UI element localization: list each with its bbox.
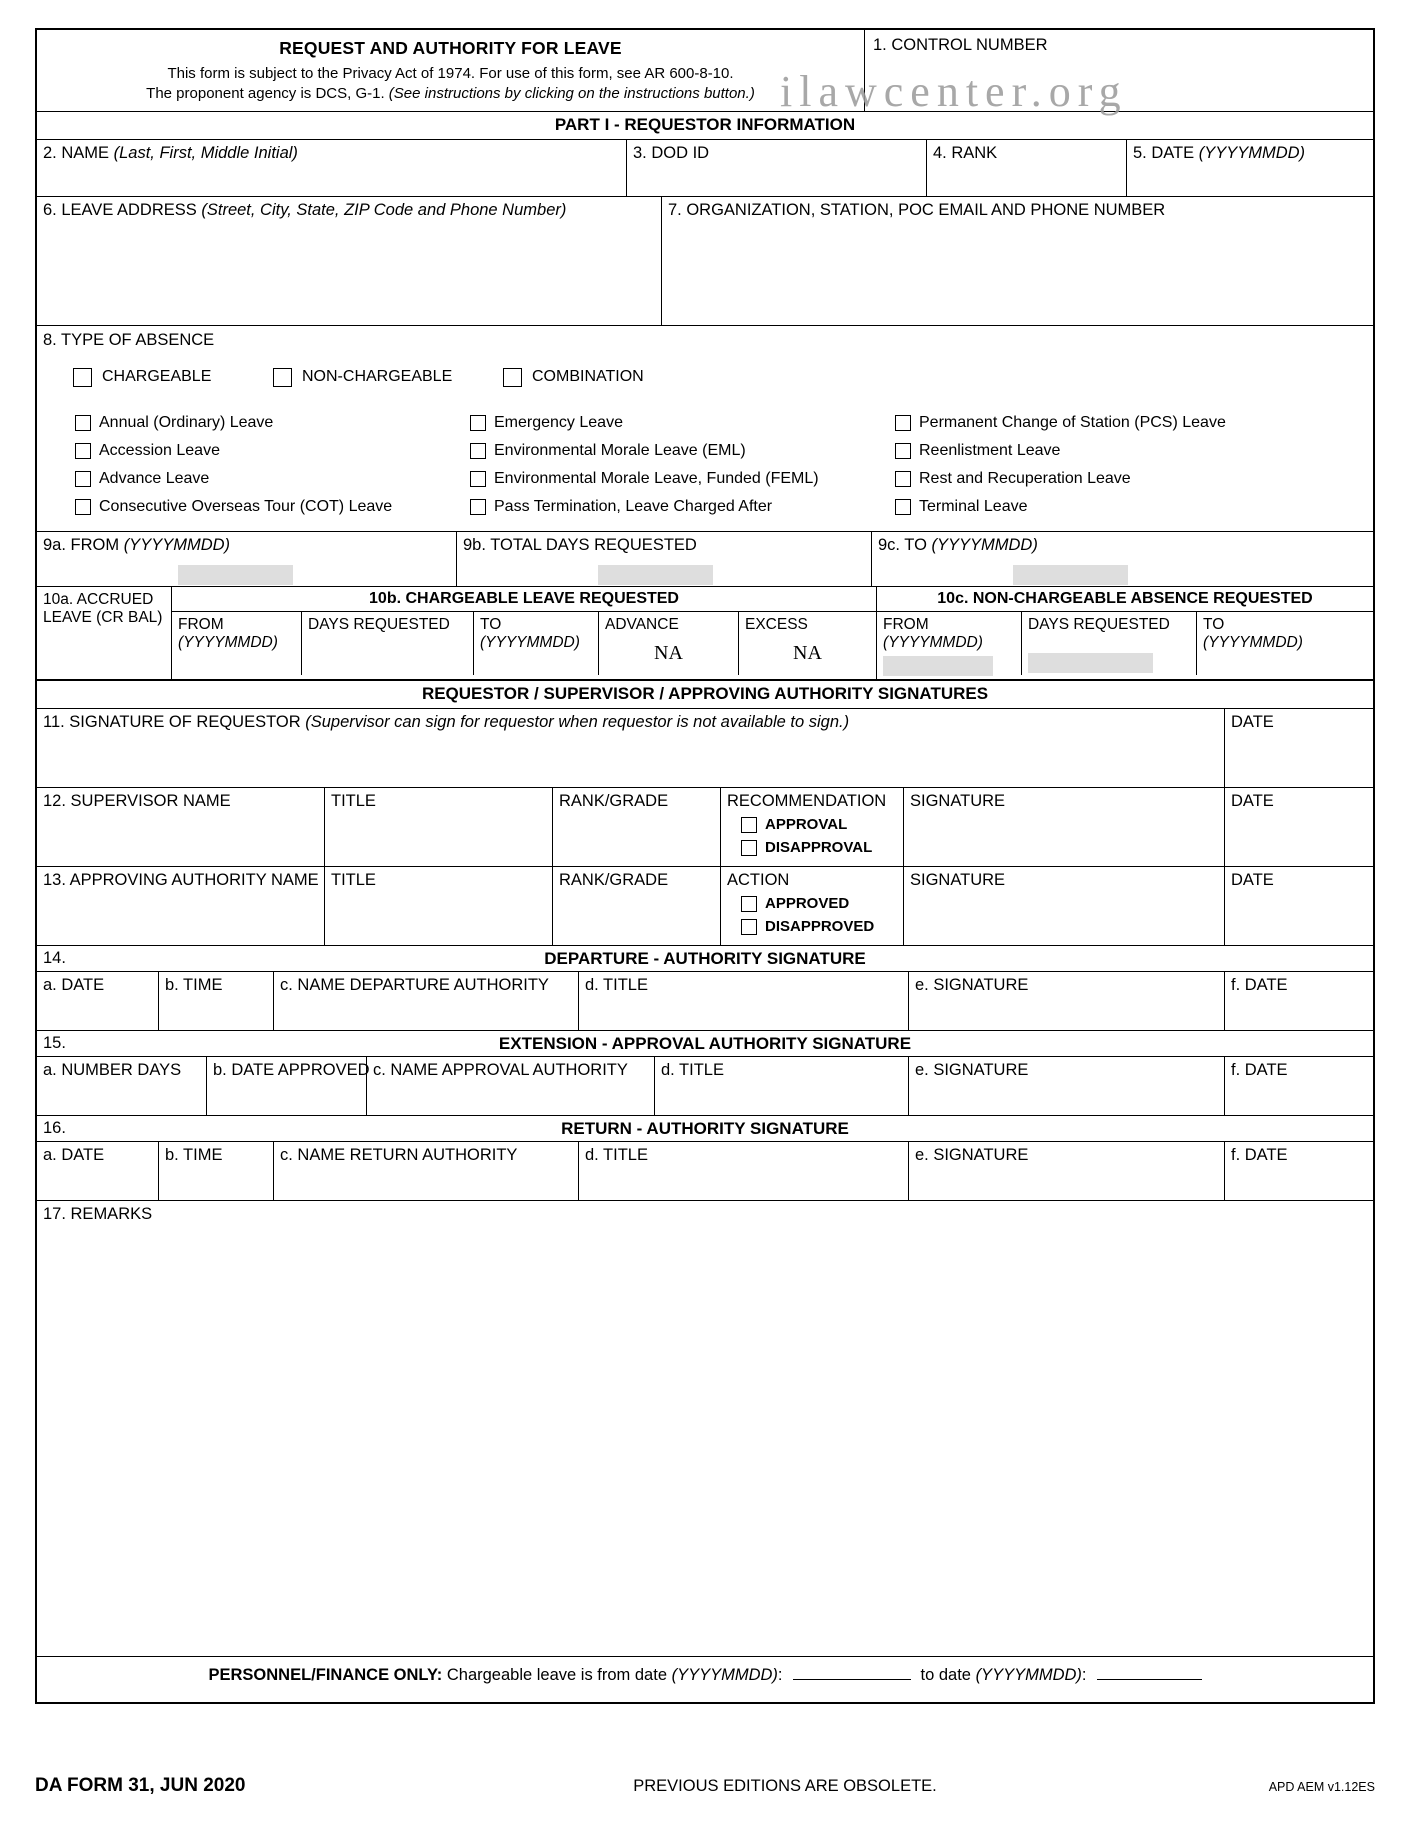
departure-time-field[interactable] bbox=[159, 972, 274, 1030]
address-organization-row bbox=[37, 197, 1373, 326]
total-days-input[interactable] bbox=[598, 565, 713, 585]
absence-option-non-chargeable[interactable] bbox=[273, 363, 503, 391]
leave-dates-row bbox=[37, 532, 1373, 587]
requestor-signature-label-italic: (Supervisor can sign for requestor when requestor is not available to sign.) bbox=[305, 713, 850, 732]
supervisor-rank-field[interactable] bbox=[553, 788, 721, 866]
chargeable-leave-columns bbox=[172, 612, 876, 675]
watermark: ilawcenter.org bbox=[780, 67, 1128, 116]
col-label: FROM bbox=[178, 616, 224, 634]
personnel-finance-row bbox=[37, 1656, 1373, 1702]
nonchargeable-days-input[interactable] bbox=[1028, 653, 1153, 673]
extension-row bbox=[37, 1057, 1373, 1116]
recommendation-disapproval[interactable] bbox=[727, 836, 897, 859]
chargeable-to-col[interactable] bbox=[474, 612, 599, 675]
return-row bbox=[37, 1142, 1373, 1201]
dodid-field[interactable] bbox=[627, 140, 927, 196]
absence-type-reenlistment[interactable] bbox=[895, 437, 1367, 465]
supervisor-date-field[interactable] bbox=[1225, 788, 1373, 866]
absence-type-advance[interactable] bbox=[75, 465, 470, 493]
type-of-absence-section bbox=[37, 326, 1373, 533]
extension-band-title: EXTENSION - APPROVAL AUTHORITY SIGNATURE bbox=[498, 1034, 912, 1054]
form-footer bbox=[35, 1775, 1375, 1797]
nonchargeable-from-col[interactable] bbox=[877, 612, 1022, 675]
name-label-italic: (Last, First, Middle Initial) bbox=[113, 143, 298, 162]
return-title-field[interactable] bbox=[579, 1142, 909, 1200]
col-label: a. DATE bbox=[43, 1146, 105, 1165]
extension-band-inner bbox=[37, 1031, 1373, 1056]
requestor-signature-label: 11. SIGNATURE OF REQUESTOR bbox=[43, 713, 306, 732]
personnel-finance-text2: to date bbox=[920, 1666, 976, 1685]
chargeable-from-col[interactable] bbox=[172, 612, 302, 675]
da-form-31 bbox=[35, 28, 1375, 1704]
col-label: f. DATE bbox=[1231, 976, 1288, 995]
supervisor-signature-field[interactable] bbox=[904, 788, 1225, 866]
approving-signature-field[interactable] bbox=[904, 867, 1225, 945]
action-approved[interactable] bbox=[727, 892, 897, 915]
extension-signature-field[interactable] bbox=[909, 1057, 1225, 1115]
organization-label: 7. ORGANIZATION, STATION, POC EMAIL AND PHONE NUMBER bbox=[668, 200, 1166, 219]
recommendation-label: RECOMMENDATION bbox=[727, 792, 887, 811]
proponent-line-italic: (See instructions by clicking on the instructions button.) bbox=[388, 85, 755, 103]
to-date-label-italic: (YYYYMMDD) bbox=[931, 536, 1038, 555]
organization-field[interactable] bbox=[662, 197, 1373, 325]
name-field[interactable] bbox=[37, 140, 627, 196]
checkbox-icon[interactable] bbox=[741, 817, 757, 833]
absence-type-accession[interactable] bbox=[75, 437, 470, 465]
requestor-identity-row bbox=[37, 140, 1373, 197]
col-label: FROM bbox=[883, 616, 929, 634]
extension-number-days-field[interactable] bbox=[37, 1057, 207, 1115]
absence-option-label: COMBINATION bbox=[532, 368, 644, 386]
dodid-label: 3. DOD ID bbox=[633, 143, 710, 162]
date-label: 5. DATE bbox=[1133, 143, 1199, 162]
checkbox-icon[interactable] bbox=[75, 443, 91, 459]
checkbox-icon[interactable] bbox=[503, 368, 522, 387]
nonchargeable-header: 10c. NON-CHARGEABLE ABSENCE REQUESTED bbox=[877, 587, 1373, 612]
departure-signature-field[interactable] bbox=[909, 972, 1225, 1030]
absence-option-label: CHARGEABLE bbox=[102, 368, 212, 386]
requestor-date-field[interactable] bbox=[1225, 709, 1373, 787]
from-date-label-italic: (YYYYMMDD) bbox=[123, 536, 231, 555]
remarks-field[interactable] bbox=[37, 1201, 1373, 1656]
col-label: e. SIGNATURE bbox=[915, 976, 1029, 995]
privacy-line: This form is subject to the Privacy Act of 1974. For use of this form, see AR 600-8-10. bbox=[167, 65, 734, 82]
type-of-absence-label: 8. TYPE OF ABSENCE bbox=[43, 330, 215, 349]
absence-option-label: NON-CHARGEABLE bbox=[302, 368, 453, 386]
personnel-finance-italic2: (YYYYMMDD) bbox=[975, 1666, 1082, 1685]
absence-type-feml[interactable] bbox=[470, 465, 895, 493]
col-label: a. NUMBER DAYS bbox=[43, 1061, 182, 1080]
absence-type-cot[interactable] bbox=[75, 493, 470, 521]
to-date-input[interactable] bbox=[1013, 565, 1128, 585]
name-label: 2. NAME bbox=[43, 143, 114, 162]
checkbox-icon[interactable] bbox=[470, 499, 486, 515]
signature-label: SIGNATURE bbox=[910, 871, 1006, 890]
checkbox-icon[interactable] bbox=[273, 368, 292, 387]
date-label-italic: (YYYYMMDD) bbox=[1198, 143, 1306, 162]
action-label: ACTION bbox=[727, 871, 790, 890]
header-privacy-text bbox=[37, 64, 864, 105]
absence-type-label: Rest and Recuperation Leave bbox=[919, 470, 1131, 488]
title-label: TITLE bbox=[331, 792, 376, 811]
col-label: b. TIME bbox=[165, 1146, 223, 1165]
absence-type-emergency[interactable] bbox=[470, 409, 895, 437]
supervisor-name-label: 12. SUPERVISOR NAME bbox=[43, 792, 231, 811]
return-band-inner bbox=[37, 1116, 1373, 1141]
absence-type-label: Pass Termination, Leave Charged After bbox=[494, 498, 773, 516]
checkbox-icon[interactable] bbox=[470, 415, 486, 431]
absence-type-label: Advance Leave bbox=[99, 470, 210, 488]
col-label: d. TITLE bbox=[661, 1061, 724, 1080]
form-header bbox=[37, 30, 1373, 111]
approving-title-field[interactable] bbox=[325, 867, 553, 945]
col-label: f. DATE bbox=[1231, 1146, 1288, 1165]
absence-type-rest-recuperation[interactable] bbox=[895, 465, 1367, 493]
accrued-leave-field[interactable] bbox=[37, 587, 172, 679]
date-field[interactable] bbox=[1127, 140, 1373, 196]
extension-band bbox=[37, 1031, 1373, 1057]
action-option-label: APPROVED bbox=[765, 895, 850, 913]
departure-authority-name-field[interactable] bbox=[274, 972, 579, 1030]
nonchargeable-from-input[interactable] bbox=[883, 656, 993, 676]
absence-type-eml[interactable] bbox=[470, 437, 895, 465]
recommendation-field bbox=[721, 788, 904, 866]
checkbox-icon[interactable] bbox=[75, 499, 91, 515]
checkbox-icon[interactable] bbox=[895, 471, 911, 487]
return-authority-name-field[interactable] bbox=[274, 1142, 579, 1200]
checkbox-icon[interactable] bbox=[470, 443, 486, 459]
total-days-field[interactable] bbox=[457, 532, 872, 586]
form-page bbox=[35, 28, 1375, 1763]
to-date-label: 9c. TO bbox=[878, 536, 932, 555]
part1-band: PART I - REQUESTOR INFORMATION bbox=[37, 111, 1373, 140]
from-date-label: 9a. FROM bbox=[43, 536, 124, 555]
extension-final-date-field[interactable] bbox=[1225, 1057, 1373, 1115]
absence-type-label: Emergency Leave bbox=[494, 414, 623, 432]
absence-type-annual[interactable] bbox=[75, 409, 470, 437]
title-label: TITLE bbox=[331, 871, 376, 890]
col-label: DAYS REQUESTED bbox=[1028, 616, 1170, 634]
return-time-field[interactable] bbox=[159, 1142, 274, 1200]
from-date-input[interactable] bbox=[178, 565, 293, 585]
previous-editions-note: PREVIOUS EDITIONS ARE OBSOLETE. bbox=[633, 1777, 937, 1795]
leave-address-field[interactable] bbox=[37, 197, 662, 325]
absence-top-options bbox=[43, 363, 1367, 391]
personnel-finance-text1: Chargeable leave is from date bbox=[442, 1666, 672, 1685]
checkbox-icon[interactable] bbox=[895, 443, 911, 459]
requestor-signature-row bbox=[37, 709, 1373, 788]
nonchargeable-days-col[interactable] bbox=[1022, 612, 1197, 675]
absence-option-chargeable[interactable] bbox=[73, 363, 273, 391]
rank-grade-label: RANK/GRADE bbox=[559, 871, 669, 890]
absence-col-3 bbox=[895, 409, 1367, 521]
signatures-band: REQUESTOR / SUPERVISOR / APPROVING AUTHORITY SIGNATURES bbox=[37, 679, 1373, 709]
requestor-signature-field[interactable] bbox=[37, 709, 1225, 787]
control-number-label: 1. CONTROL NUMBER bbox=[873, 36, 1048, 54]
advance-col bbox=[599, 612, 739, 675]
date-label: DATE bbox=[1231, 713, 1274, 732]
leave-address-label-italic: (Street, City, State, ZIP Code and Phone Number) bbox=[201, 200, 567, 219]
recommendation-approval[interactable] bbox=[727, 813, 897, 836]
supervisor-row bbox=[37, 788, 1373, 867]
departure-title-field[interactable] bbox=[579, 972, 909, 1030]
supervisor-title-field[interactable] bbox=[325, 788, 553, 866]
leave-address-label: 6. LEAVE ADDRESS bbox=[43, 200, 202, 219]
excess-value: NA bbox=[793, 642, 822, 665]
date-label: DATE bbox=[1231, 792, 1274, 811]
absence-type-grid bbox=[43, 409, 1367, 521]
personnel-finance-colon2: : bbox=[1081, 1666, 1087, 1685]
absence-type-pcs[interactable] bbox=[895, 409, 1367, 437]
excess-col bbox=[739, 612, 876, 675]
col-label: TO bbox=[480, 616, 502, 634]
date-label: DATE bbox=[1231, 871, 1274, 890]
departure-band bbox=[37, 946, 1373, 972]
extension-title-field[interactable] bbox=[655, 1057, 909, 1115]
approving-authority-row bbox=[37, 867, 1373, 946]
form-id: DA FORM 31, JUN 2020 bbox=[35, 1775, 246, 1796]
approving-date-field[interactable] bbox=[1225, 867, 1373, 945]
col-label: DAYS REQUESTED bbox=[308, 616, 450, 634]
approving-rank-field[interactable] bbox=[553, 867, 721, 945]
page-title: REQUEST AND AUTHORITY FOR LEAVE bbox=[279, 38, 622, 58]
to-date-field[interactable] bbox=[872, 532, 1373, 586]
extension-authority-name-field[interactable] bbox=[367, 1057, 655, 1115]
absence-type-label: Environmental Morale Leave, Funded (FEML) bbox=[494, 470, 819, 488]
extension-date-approved-field[interactable] bbox=[207, 1057, 370, 1115]
from-date-field[interactable] bbox=[37, 532, 457, 586]
accrued-leave-label: 10a. ACCRUED LEAVE (CR BAL) bbox=[43, 591, 163, 627]
chargeable-leave-header: 10b. CHARGEABLE LEAVE REQUESTED bbox=[172, 587, 876, 612]
departure-band-title: DEPARTURE - AUTHORITY SIGNATURE bbox=[544, 949, 866, 969]
col-label-sub: (YYYYMMDD) bbox=[1203, 634, 1303, 652]
checkbox-icon[interactable] bbox=[741, 919, 757, 935]
personnel-finance-colon1: : bbox=[777, 1666, 783, 1685]
nonchargeable-absence-group bbox=[877, 587, 1373, 679]
col-label-sub: (YYYYMMDD) bbox=[480, 634, 580, 652]
checkbox-icon[interactable] bbox=[73, 368, 92, 387]
rank-grade-label: RANK/GRADE bbox=[559, 792, 669, 811]
rank-field[interactable] bbox=[927, 140, 1127, 196]
col-label-sub: (YYYYMMDD) bbox=[178, 634, 278, 652]
checkbox-icon[interactable] bbox=[895, 415, 911, 431]
checkbox-icon[interactable] bbox=[741, 840, 757, 856]
col-label: e. SIGNATURE bbox=[915, 1061, 1029, 1080]
return-final-date-field[interactable] bbox=[1225, 1142, 1373, 1200]
departure-number: 14. bbox=[43, 949, 66, 968]
absence-col-1 bbox=[75, 409, 470, 521]
col-label: d. TITLE bbox=[585, 1146, 648, 1165]
leave-request-table bbox=[37, 587, 1373, 679]
absence-type-pass-termination[interactable] bbox=[470, 493, 895, 521]
nonchargeable-columns bbox=[877, 612, 1373, 675]
signature-label: SIGNATURE bbox=[910, 792, 1006, 811]
return-band bbox=[37, 1116, 1373, 1142]
apd-version: APD AEM v1.12ES bbox=[1268, 1780, 1375, 1794]
supervisor-name-field[interactable] bbox=[37, 788, 325, 866]
rank-label: 4. RANK bbox=[933, 143, 998, 162]
extension-number: 15. bbox=[43, 1034, 66, 1053]
approving-authority-label: 13. APPROVING AUTHORITY NAME bbox=[43, 871, 319, 890]
recommendation-option-label: DISAPPROVAL bbox=[765, 839, 873, 857]
departure-band-inner bbox=[37, 946, 1373, 971]
col-label: b. DATE APPROVED bbox=[213, 1061, 370, 1080]
departure-date-field[interactable] bbox=[37, 972, 159, 1030]
nonchargeable-to-col[interactable] bbox=[1197, 612, 1373, 675]
absence-type-label: Consecutive Overseas Tour (COT) Leave bbox=[99, 498, 393, 516]
return-number: 16. bbox=[43, 1119, 66, 1138]
col-label: e. SIGNATURE bbox=[915, 1146, 1029, 1165]
chargeable-days-col[interactable] bbox=[302, 612, 474, 675]
checkbox-icon[interactable] bbox=[741, 896, 757, 912]
col-label: ADVANCE bbox=[605, 616, 679, 634]
return-signature-field[interactable] bbox=[909, 1142, 1225, 1200]
col-label: f. DATE bbox=[1231, 1061, 1288, 1080]
col-label: a. DATE bbox=[43, 976, 105, 995]
approving-name-field[interactable] bbox=[37, 867, 325, 945]
absence-type-label: Accession Leave bbox=[99, 442, 220, 460]
col-label-sub: (YYYYMMDD) bbox=[883, 634, 983, 652]
col-label: c. NAME DEPARTURE AUTHORITY bbox=[280, 976, 549, 995]
absence-type-label: Reenlistment Leave bbox=[919, 442, 1061, 460]
total-days-label: 9b. TOTAL DAYS REQUESTED bbox=[463, 536, 697, 555]
checkbox-icon[interactable] bbox=[470, 471, 486, 487]
checkbox-icon[interactable] bbox=[895, 499, 911, 515]
col-label: TO bbox=[1203, 616, 1225, 634]
col-label: c. NAME RETURN AUTHORITY bbox=[280, 1146, 518, 1165]
absence-type-terminal[interactable] bbox=[895, 493, 1367, 521]
checkbox-icon[interactable] bbox=[75, 471, 91, 487]
proponent-line: The proponent agency is DCS, G-1. bbox=[146, 85, 389, 103]
departure-final-date-field[interactable] bbox=[1225, 972, 1373, 1030]
col-label: b. TIME bbox=[165, 976, 223, 995]
absence-type-label: Environmental Morale Leave (EML) bbox=[494, 442, 746, 460]
action-field bbox=[721, 867, 904, 945]
col-label: EXCESS bbox=[745, 616, 808, 634]
action-disapproved[interactable] bbox=[727, 915, 897, 938]
absence-col-2 bbox=[470, 409, 895, 521]
chargeable-leave-group bbox=[172, 587, 877, 679]
remarks-label: 17. REMARKS bbox=[43, 1205, 153, 1224]
return-date-field[interactable] bbox=[37, 1142, 159, 1200]
header-title-block bbox=[37, 30, 865, 111]
return-band-title: RETURN - AUTHORITY SIGNATURE bbox=[561, 1119, 849, 1139]
checkbox-icon[interactable] bbox=[75, 415, 91, 431]
chargeable-to-date-input[interactable] bbox=[1097, 1679, 1202, 1680]
col-label: d. TITLE bbox=[585, 976, 648, 995]
absence-type-label: Permanent Change of Station (PCS) Leave bbox=[919, 414, 1226, 432]
absence-option-combination[interactable] bbox=[503, 363, 733, 391]
absence-type-label: Annual (Ordinary) Leave bbox=[99, 414, 274, 432]
control-number-field[interactable] bbox=[865, 30, 1373, 111]
recommendation-option-label: APPROVAL bbox=[765, 816, 848, 834]
chargeable-from-date-input[interactable] bbox=[793, 1679, 911, 1680]
personnel-finance-italic1: (YYYYMMDD) bbox=[671, 1666, 778, 1685]
departure-row bbox=[37, 972, 1373, 1031]
personnel-finance-label: PERSONNEL/FINANCE ONLY: bbox=[208, 1666, 443, 1685]
col-label: c. NAME APPROVAL AUTHORITY bbox=[373, 1061, 628, 1080]
advance-value: NA bbox=[654, 642, 683, 665]
absence-type-label: Terminal Leave bbox=[919, 498, 1028, 516]
action-option-label: DISAPPROVED bbox=[765, 918, 875, 936]
